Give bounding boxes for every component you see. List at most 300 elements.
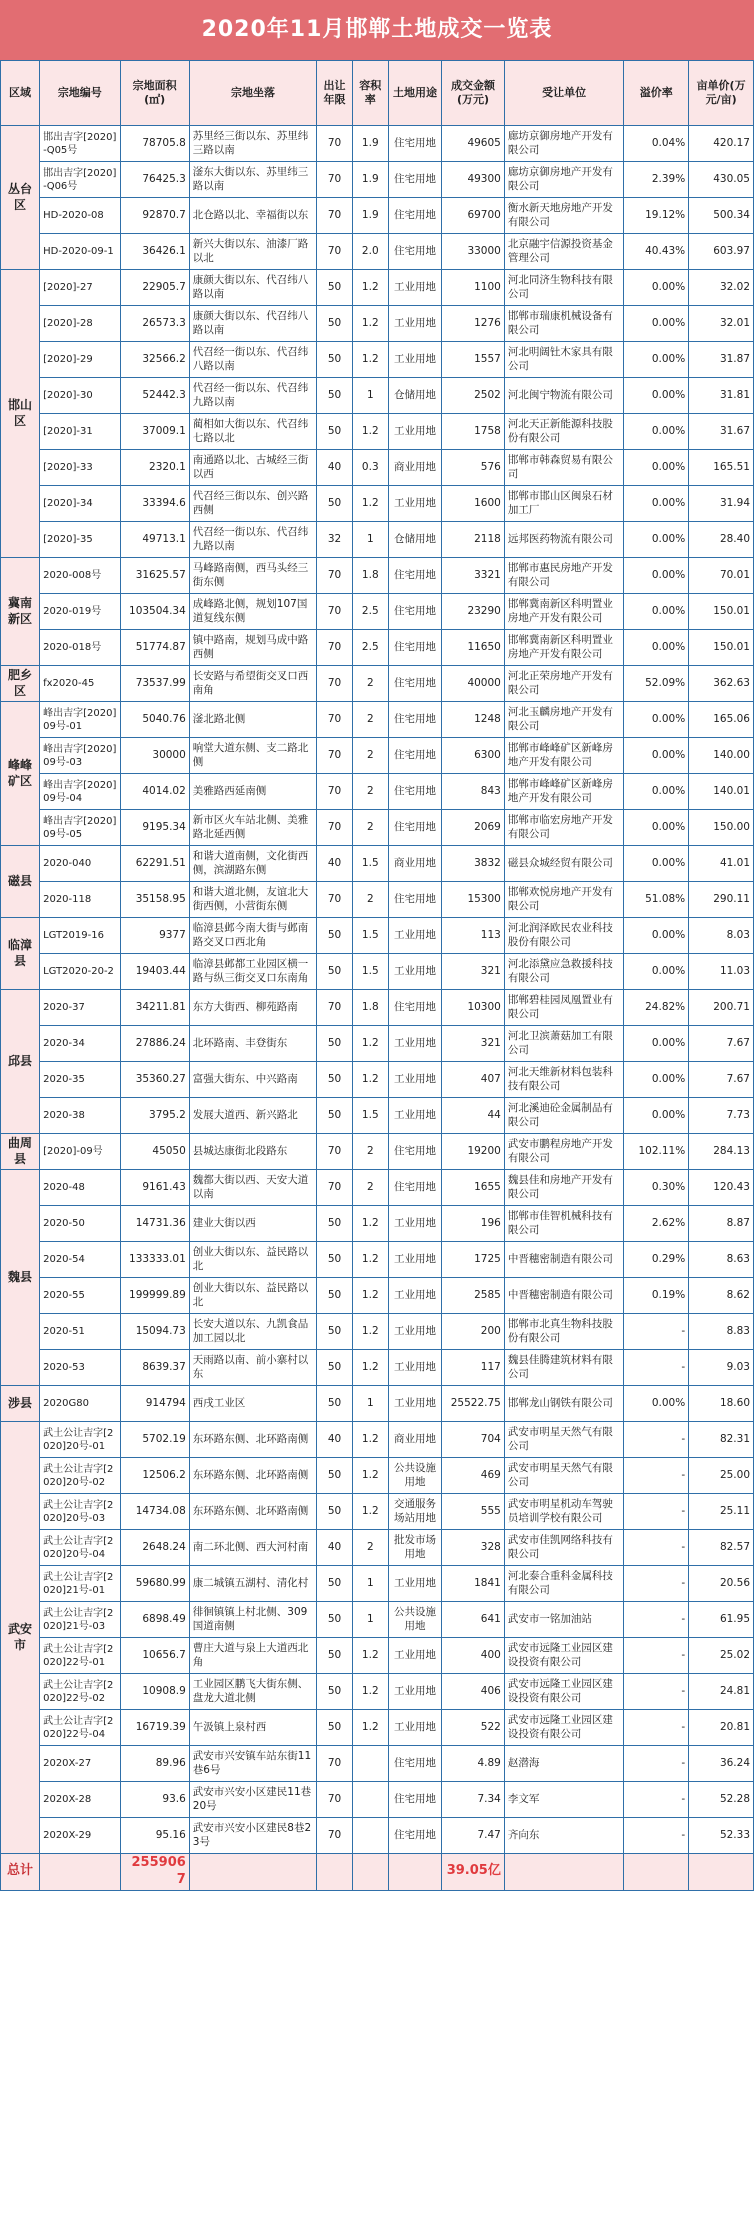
years-cell: 70: [317, 630, 353, 666]
total-empty: [189, 1854, 316, 1891]
premium-cell: 0.00%: [624, 342, 689, 378]
land-use-cell: 公共设施用地: [388, 1458, 442, 1494]
far-cell: 1.2: [352, 1710, 388, 1746]
unit-price-cell: 8.83: [689, 1314, 754, 1350]
location-cell: 马峰路南侧，西马头经三街东侧: [189, 558, 316, 594]
unit-price-cell: 41.01: [689, 846, 754, 882]
land-use-cell: 住宅用地: [388, 666, 442, 702]
premium-cell: 0.00%: [624, 522, 689, 558]
price-cell: 3321: [442, 558, 505, 594]
buyer-cell: 武安市一铭加油站: [504, 1602, 624, 1638]
table-row: [1, 1674, 754, 1710]
price-cell: 2585: [442, 1278, 505, 1314]
unit-price-cell: 150.01: [689, 630, 754, 666]
location-cell: 和谐大道南侧，文化街西侧，滨湖路东侧: [189, 846, 316, 882]
parcel-code-cell: 2020-38: [40, 1098, 120, 1134]
land-use-cell: 住宅用地: [388, 162, 442, 198]
location-cell: 南二环北侧、西大河村南: [189, 1530, 316, 1566]
location-cell: 代召经一街以东、代召纬九路以南: [189, 378, 316, 414]
unit-price-cell: 61.95: [689, 1602, 754, 1638]
location-cell: 东环路东侧、北环路南侧: [189, 1422, 316, 1458]
table-row: [1, 486, 754, 522]
column-header: 亩单价(万元/亩): [689, 61, 754, 126]
total-empty: [689, 1854, 754, 1891]
buyer-cell: 魏县佳腾建筑材料有限公司: [504, 1350, 624, 1386]
far-cell: 1.5: [352, 1098, 388, 1134]
premium-cell: 51.08%: [624, 882, 689, 918]
table-row: [1, 1386, 754, 1422]
years-cell: 50: [317, 414, 353, 450]
premium-cell: 40.43%: [624, 234, 689, 270]
far-cell: 2: [352, 810, 388, 846]
price-cell: 7.47: [442, 1818, 505, 1854]
location-cell: 代召经一街以东、代召纬九路以南: [189, 522, 316, 558]
far-cell: 1.2: [352, 1062, 388, 1098]
price-cell: 1100: [442, 270, 505, 306]
years-cell: 70: [317, 882, 353, 918]
land-use-cell: 住宅用地: [388, 810, 442, 846]
far-cell: 0.3: [352, 450, 388, 486]
far-cell: 2.0: [352, 234, 388, 270]
price-cell: 33000: [442, 234, 505, 270]
far-cell: [352, 1782, 388, 1818]
parcel-code-cell: 邯出吉字[2020]-Q06号: [40, 162, 120, 198]
years-cell: 70: [317, 594, 353, 630]
table-row: [1, 738, 754, 774]
location-cell: 东环路东侧、北环路南侧: [189, 1494, 316, 1530]
land-use-cell: 住宅用地: [388, 630, 442, 666]
price-cell: 40000: [442, 666, 505, 702]
years-cell: 70: [317, 1818, 353, 1854]
parcel-code-cell: fx2020-45: [40, 666, 120, 702]
price-cell: 1758: [442, 414, 505, 450]
parcel-code-cell: 2020X-29: [40, 1818, 120, 1854]
table-row: [1, 774, 754, 810]
location-cell: 东方大街西、柳苑路南: [189, 990, 316, 1026]
premium-cell: 0.00%: [624, 378, 689, 414]
unit-price-cell: 32.01: [689, 306, 754, 342]
unit-price-cell: 52.33: [689, 1818, 754, 1854]
region-cell: 丛台区: [1, 126, 40, 270]
years-cell: 70: [317, 702, 353, 738]
buyer-cell: 武安市鹏程房地产开发有限公司: [504, 1134, 624, 1170]
parcel-code-cell: 2020-118: [40, 882, 120, 918]
land-use-cell: 工业用地: [388, 270, 442, 306]
far-cell: 1.2: [352, 1314, 388, 1350]
price-cell: 117: [442, 1350, 505, 1386]
years-cell: 70: [317, 666, 353, 702]
premium-cell: 52.09%: [624, 666, 689, 702]
price-cell: 19200: [442, 1134, 505, 1170]
total-empty: [317, 1854, 353, 1891]
total-label: 总计: [1, 1854, 40, 1891]
buyer-cell: 武安市远隆工业园区建设投资有限公司: [504, 1638, 624, 1674]
years-cell: 50: [317, 1386, 353, 1422]
parcel-code-cell: 2020-53: [40, 1350, 120, 1386]
region-cell: 魏县: [1, 1170, 40, 1386]
area-cell: 14731.36: [120, 1206, 189, 1242]
table-row: [1, 1350, 754, 1386]
buyer-cell: 邯郸龙山钢铁有限公司: [504, 1386, 624, 1422]
premium-cell: -: [624, 1782, 689, 1818]
price-cell: 555: [442, 1494, 505, 1530]
total-empty: [388, 1854, 442, 1891]
unit-price-cell: 200.71: [689, 990, 754, 1026]
parcel-code-cell: 2020-55: [40, 1278, 120, 1314]
far-cell: 1.2: [352, 1638, 388, 1674]
land-use-cell: 住宅用地: [388, 882, 442, 918]
land-use-cell: 工业用地: [388, 1026, 442, 1062]
land-use-cell: 住宅用地: [388, 234, 442, 270]
table-row: [1, 162, 754, 198]
buyer-cell: 廊坊京御房地产开发有限公司: [504, 162, 624, 198]
table-row: [1, 126, 754, 162]
region-cell: 冀南新区: [1, 558, 40, 666]
unit-price-cell: 8.87: [689, 1206, 754, 1242]
table-row: [1, 1170, 754, 1206]
price-cell: 196: [442, 1206, 505, 1242]
location-cell: 工业园区鹏飞大街东侧、盘龙大道北侧: [189, 1674, 316, 1710]
price-cell: 200: [442, 1314, 505, 1350]
table-row: [1, 1458, 754, 1494]
premium-cell: -: [624, 1530, 689, 1566]
years-cell: 70: [317, 738, 353, 774]
unit-price-cell: 32.02: [689, 270, 754, 306]
premium-cell: 0.00%: [624, 450, 689, 486]
far-cell: 1.2: [352, 1350, 388, 1386]
buyer-cell: 中晋穗密制造有限公司: [504, 1278, 624, 1314]
region-cell: 武安市: [1, 1422, 40, 1854]
premium-cell: 0.00%: [624, 1098, 689, 1134]
far-cell: 1: [352, 522, 388, 558]
price-cell: 2502: [442, 378, 505, 414]
parcel-code-cell: [2020]-29: [40, 342, 120, 378]
area-cell: 33394.6: [120, 486, 189, 522]
column-header: 受让单位: [504, 61, 624, 126]
area-cell: 73537.99: [120, 666, 189, 702]
price-cell: 1725: [442, 1242, 505, 1278]
unit-price-cell: 9.03: [689, 1350, 754, 1386]
unit-price-cell: 150.01: [689, 594, 754, 630]
location-cell: 武安市兴安小区建民8巷23号: [189, 1818, 316, 1854]
far-cell: 1.2: [352, 1458, 388, 1494]
table-row: [1, 342, 754, 378]
table-header-row: [1, 61, 754, 126]
table-row: [1, 1098, 754, 1134]
price-cell: 1655: [442, 1170, 505, 1206]
buyer-cell: 邯郸碧桂园凤凰置业有限公司: [504, 990, 624, 1026]
parcel-code-cell: 2020-008号: [40, 558, 120, 594]
location-cell: 新兴大街以东、油漆厂路以北: [189, 234, 316, 270]
table-row: [1, 1422, 754, 1458]
buyer-cell: 河北正荣房地产开发有限公司: [504, 666, 624, 702]
buyer-cell: 邯郸市峰峰矿区新峰房地产开发有限公司: [504, 774, 624, 810]
premium-cell: 0.00%: [624, 702, 689, 738]
location-cell: 滏东大街以东、苏里纬三路以南: [189, 162, 316, 198]
buyer-cell: 邯郸市北真生物科技股份有限公司: [504, 1314, 624, 1350]
years-cell: 50: [317, 1026, 353, 1062]
price-cell: 328: [442, 1530, 505, 1566]
land-use-cell: 工业用地: [388, 1638, 442, 1674]
years-cell: 32: [317, 522, 353, 558]
unit-price-cell: 31.81: [689, 378, 754, 414]
far-cell: 1.5: [352, 954, 388, 990]
land-use-cell: 住宅用地: [388, 1746, 442, 1782]
years-cell: 70: [317, 1782, 353, 1818]
premium-cell: 0.00%: [624, 846, 689, 882]
far-cell: 1.5: [352, 846, 388, 882]
unit-price-cell: 284.13: [689, 1134, 754, 1170]
unit-price-cell: 8.62: [689, 1278, 754, 1314]
region-cell: 邯山区: [1, 270, 40, 558]
price-cell: 23290: [442, 594, 505, 630]
buyer-cell: 北京融宇信源投资基金管理公司: [504, 234, 624, 270]
price-cell: 69700: [442, 198, 505, 234]
unit-price-cell: 420.17: [689, 126, 754, 162]
buyer-cell: 邯郸欢悦房地产开发有限公司: [504, 882, 624, 918]
far-cell: 1.2: [352, 486, 388, 522]
unit-price-cell: 140.00: [689, 738, 754, 774]
years-cell: 50: [317, 270, 353, 306]
area-cell: 8639.37: [120, 1350, 189, 1386]
years-cell: 70: [317, 1746, 353, 1782]
parcel-code-cell: [2020]-28: [40, 306, 120, 342]
parcel-code-cell: LGT2019-16: [40, 918, 120, 954]
buyer-cell: 河北玉麟房地产开发有限公司: [504, 702, 624, 738]
parcel-code-cell: 2020-48: [40, 1170, 120, 1206]
buyer-cell: 河北天维新材料包装科技有限公司: [504, 1062, 624, 1098]
far-cell: 1.2: [352, 306, 388, 342]
far-cell: 2: [352, 1170, 388, 1206]
table-row: [1, 306, 754, 342]
column-header: 区域: [1, 61, 40, 126]
location-cell: 县城达康街北段路东: [189, 1134, 316, 1170]
location-cell: 北环路南、丰登街东: [189, 1026, 316, 1062]
far-cell: 1: [352, 1566, 388, 1602]
table-row: [1, 1278, 754, 1314]
table-row: [1, 1602, 754, 1638]
buyer-cell: 河北溪迪砼金属制品有限公司: [504, 1098, 624, 1134]
area-cell: 30000: [120, 738, 189, 774]
table-row: [1, 1206, 754, 1242]
premium-cell: 0.00%: [624, 954, 689, 990]
years-cell: 70: [317, 990, 353, 1026]
area-cell: 9195.34: [120, 810, 189, 846]
land-use-cell: 住宅用地: [388, 1782, 442, 1818]
parcel-code-cell: 2020-50: [40, 1206, 120, 1242]
buyer-cell: 魏县佳和房地产开发有限公司: [504, 1170, 624, 1206]
land-use-cell: 住宅用地: [388, 1134, 442, 1170]
buyer-cell: 廊坊京御房地产开发有限公司: [504, 126, 624, 162]
location-cell: 苏里经三街以东、苏里纬三路以南: [189, 126, 316, 162]
parcel-code-cell: [2020]-33: [40, 450, 120, 486]
unit-price-cell: 140.01: [689, 774, 754, 810]
total-empty: [624, 1854, 689, 1891]
table-row: [1, 1494, 754, 1530]
buyer-cell: 邯郸市韩森贸易有限公司: [504, 450, 624, 486]
area-cell: 31625.57: [120, 558, 189, 594]
price-cell: 2069: [442, 810, 505, 846]
parcel-code-cell: 2020X-28: [40, 1782, 120, 1818]
location-cell: 创业大街以东、益民路以北: [189, 1278, 316, 1314]
far-cell: 1.9: [352, 198, 388, 234]
unit-price-cell: 28.40: [689, 522, 754, 558]
location-cell: 午汲镇上泉村西: [189, 1710, 316, 1746]
parcel-code-cell: 2020G80: [40, 1386, 120, 1422]
buyer-cell: 邯郸冀南新区科明置业房地产开发有限公司: [504, 630, 624, 666]
unit-price-cell: 7.67: [689, 1062, 754, 1098]
location-cell: 滏北路北侧: [189, 702, 316, 738]
table-row: [1, 1062, 754, 1098]
far-cell: 1.2: [352, 1206, 388, 1242]
parcel-code-cell: 2020-019号: [40, 594, 120, 630]
area-cell: 92870.7: [120, 198, 189, 234]
table-row: [1, 954, 754, 990]
price-cell: 3832: [442, 846, 505, 882]
far-cell: 1: [352, 1386, 388, 1422]
unit-price-cell: 70.01: [689, 558, 754, 594]
premium-cell: -: [624, 1458, 689, 1494]
far-cell: 1.2: [352, 1494, 388, 1530]
column-header: 成交金额(万元): [442, 61, 505, 126]
unit-price-cell: 500.34: [689, 198, 754, 234]
parcel-code-cell: [2020]-09号: [40, 1134, 120, 1170]
unit-price-cell: 430.05: [689, 162, 754, 198]
unit-price-cell: 31.94: [689, 486, 754, 522]
years-cell: 50: [317, 1566, 353, 1602]
table-row: [1, 666, 754, 702]
parcel-code-cell: 武土公让吉字[2020]20号-03: [40, 1494, 120, 1530]
far-cell: 1.8: [352, 558, 388, 594]
location-cell: 响堂大道东侧、支二路北侧: [189, 738, 316, 774]
total-empty: [40, 1854, 120, 1891]
price-cell: 469: [442, 1458, 505, 1494]
years-cell: 50: [317, 954, 353, 990]
area-cell: 26573.3: [120, 306, 189, 342]
location-cell: 武安市兴安小区建民11巷20号: [189, 1782, 316, 1818]
total-empty: [352, 1854, 388, 1891]
table-row: [1, 1782, 754, 1818]
price-cell: 113: [442, 918, 505, 954]
table-row: [1, 990, 754, 1026]
land-use-cell: 工业用地: [388, 1098, 442, 1134]
price-cell: 522: [442, 1710, 505, 1746]
price-cell: 321: [442, 1026, 505, 1062]
area-cell: 62291.51: [120, 846, 189, 882]
far-cell: 1: [352, 378, 388, 414]
premium-cell: 0.00%: [624, 270, 689, 306]
years-cell: 50: [317, 1494, 353, 1530]
price-cell: 44: [442, 1098, 505, 1134]
premium-cell: 2.62%: [624, 1206, 689, 1242]
premium-cell: 0.00%: [624, 486, 689, 522]
premium-cell: 0.19%: [624, 1278, 689, 1314]
buyer-cell: 中晋穗密制造有限公司: [504, 1242, 624, 1278]
area-cell: 76425.3: [120, 162, 189, 198]
location-cell: 康颜大街以东、代召纬八路以南: [189, 306, 316, 342]
area-cell: 133333.01: [120, 1242, 189, 1278]
area-cell: 51774.87: [120, 630, 189, 666]
far-cell: 1.8: [352, 990, 388, 1026]
premium-cell: 0.00%: [624, 738, 689, 774]
region-cell: 临漳县: [1, 918, 40, 990]
land-use-cell: 公共设施用地: [388, 1602, 442, 1638]
premium-cell: 0.00%: [624, 630, 689, 666]
area-cell: 3795.2: [120, 1098, 189, 1134]
area-cell: 14734.08: [120, 1494, 189, 1530]
region-cell: 峰峰矿区: [1, 702, 40, 846]
parcel-code-cell: 邯出吉字[2020]-Q05号: [40, 126, 120, 162]
buyer-cell: 河北卫滨萧菇加工有限公司: [504, 1026, 624, 1062]
premium-cell: 0.29%: [624, 1242, 689, 1278]
page-title: 2020年11月邯郸土地成交一览表: [0, 0, 754, 60]
land-use-cell: 工业用地: [388, 1278, 442, 1314]
unit-price-cell: 31.67: [689, 414, 754, 450]
table-row: [1, 918, 754, 954]
years-cell: 70: [317, 126, 353, 162]
far-cell: 1.5: [352, 918, 388, 954]
total-row: [1, 1854, 754, 1891]
land-use-cell: 住宅用地: [388, 558, 442, 594]
total-empty: [504, 1854, 624, 1891]
table-row: [1, 594, 754, 630]
far-cell: 1.2: [352, 1026, 388, 1062]
table-body: [1, 126, 754, 1891]
years-cell: 50: [317, 1638, 353, 1674]
location-cell: 新市区火车站北侧、美雅路北延西侧: [189, 810, 316, 846]
area-cell: 89.96: [120, 1746, 189, 1782]
buyer-cell: 武安市明星机动车驾驶员培训学校有限公司: [504, 1494, 624, 1530]
area-cell: 2648.24: [120, 1530, 189, 1566]
unit-price-cell: 20.81: [689, 1710, 754, 1746]
years-cell: 70: [317, 1170, 353, 1206]
buyer-cell: 武安市远隆工业园区建设投资有限公司: [504, 1710, 624, 1746]
table-row: [1, 810, 754, 846]
years-cell: 40: [317, 1422, 353, 1458]
parcel-code-cell: 武土公让吉字[2020]22号-04: [40, 1710, 120, 1746]
years-cell: 40: [317, 1530, 353, 1566]
location-cell: 临漳县邺今南大街与邺南路交叉口西北角: [189, 918, 316, 954]
land-use-cell: 住宅用地: [388, 198, 442, 234]
area-cell: 78705.8: [120, 126, 189, 162]
area-cell: 49713.1: [120, 522, 189, 558]
parcel-code-cell: 2020-54: [40, 1242, 120, 1278]
land-use-cell: 工业用地: [388, 1350, 442, 1386]
price-cell: 7.34: [442, 1782, 505, 1818]
unit-price-cell: 120.43: [689, 1170, 754, 1206]
area-cell: 5702.19: [120, 1422, 189, 1458]
land-use-cell: 商业用地: [388, 450, 442, 486]
table-row: [1, 1134, 754, 1170]
buyer-cell: 赵潜海: [504, 1746, 624, 1782]
location-cell: 北仓路以北、幸福街以东: [189, 198, 316, 234]
far-cell: 1.9: [352, 126, 388, 162]
years-cell: 50: [317, 486, 353, 522]
table-row: [1, 558, 754, 594]
land-use-cell: 仓储用地: [388, 522, 442, 558]
location-cell: 建业大街以西: [189, 1206, 316, 1242]
area-cell: 52442.3: [120, 378, 189, 414]
premium-cell: -: [624, 1710, 689, 1746]
unit-price-cell: 36.24: [689, 1746, 754, 1782]
buyer-cell: 河北添黛应急救援科技有限公司: [504, 954, 624, 990]
total-area: 2559067: [120, 1854, 189, 1891]
unit-price-cell: 52.28: [689, 1782, 754, 1818]
far-cell: 1.2: [352, 1278, 388, 1314]
parcel-code-cell: 武土公让吉字[2020]22号-02: [40, 1674, 120, 1710]
far-cell: 1.2: [352, 342, 388, 378]
far-cell: 2: [352, 738, 388, 774]
